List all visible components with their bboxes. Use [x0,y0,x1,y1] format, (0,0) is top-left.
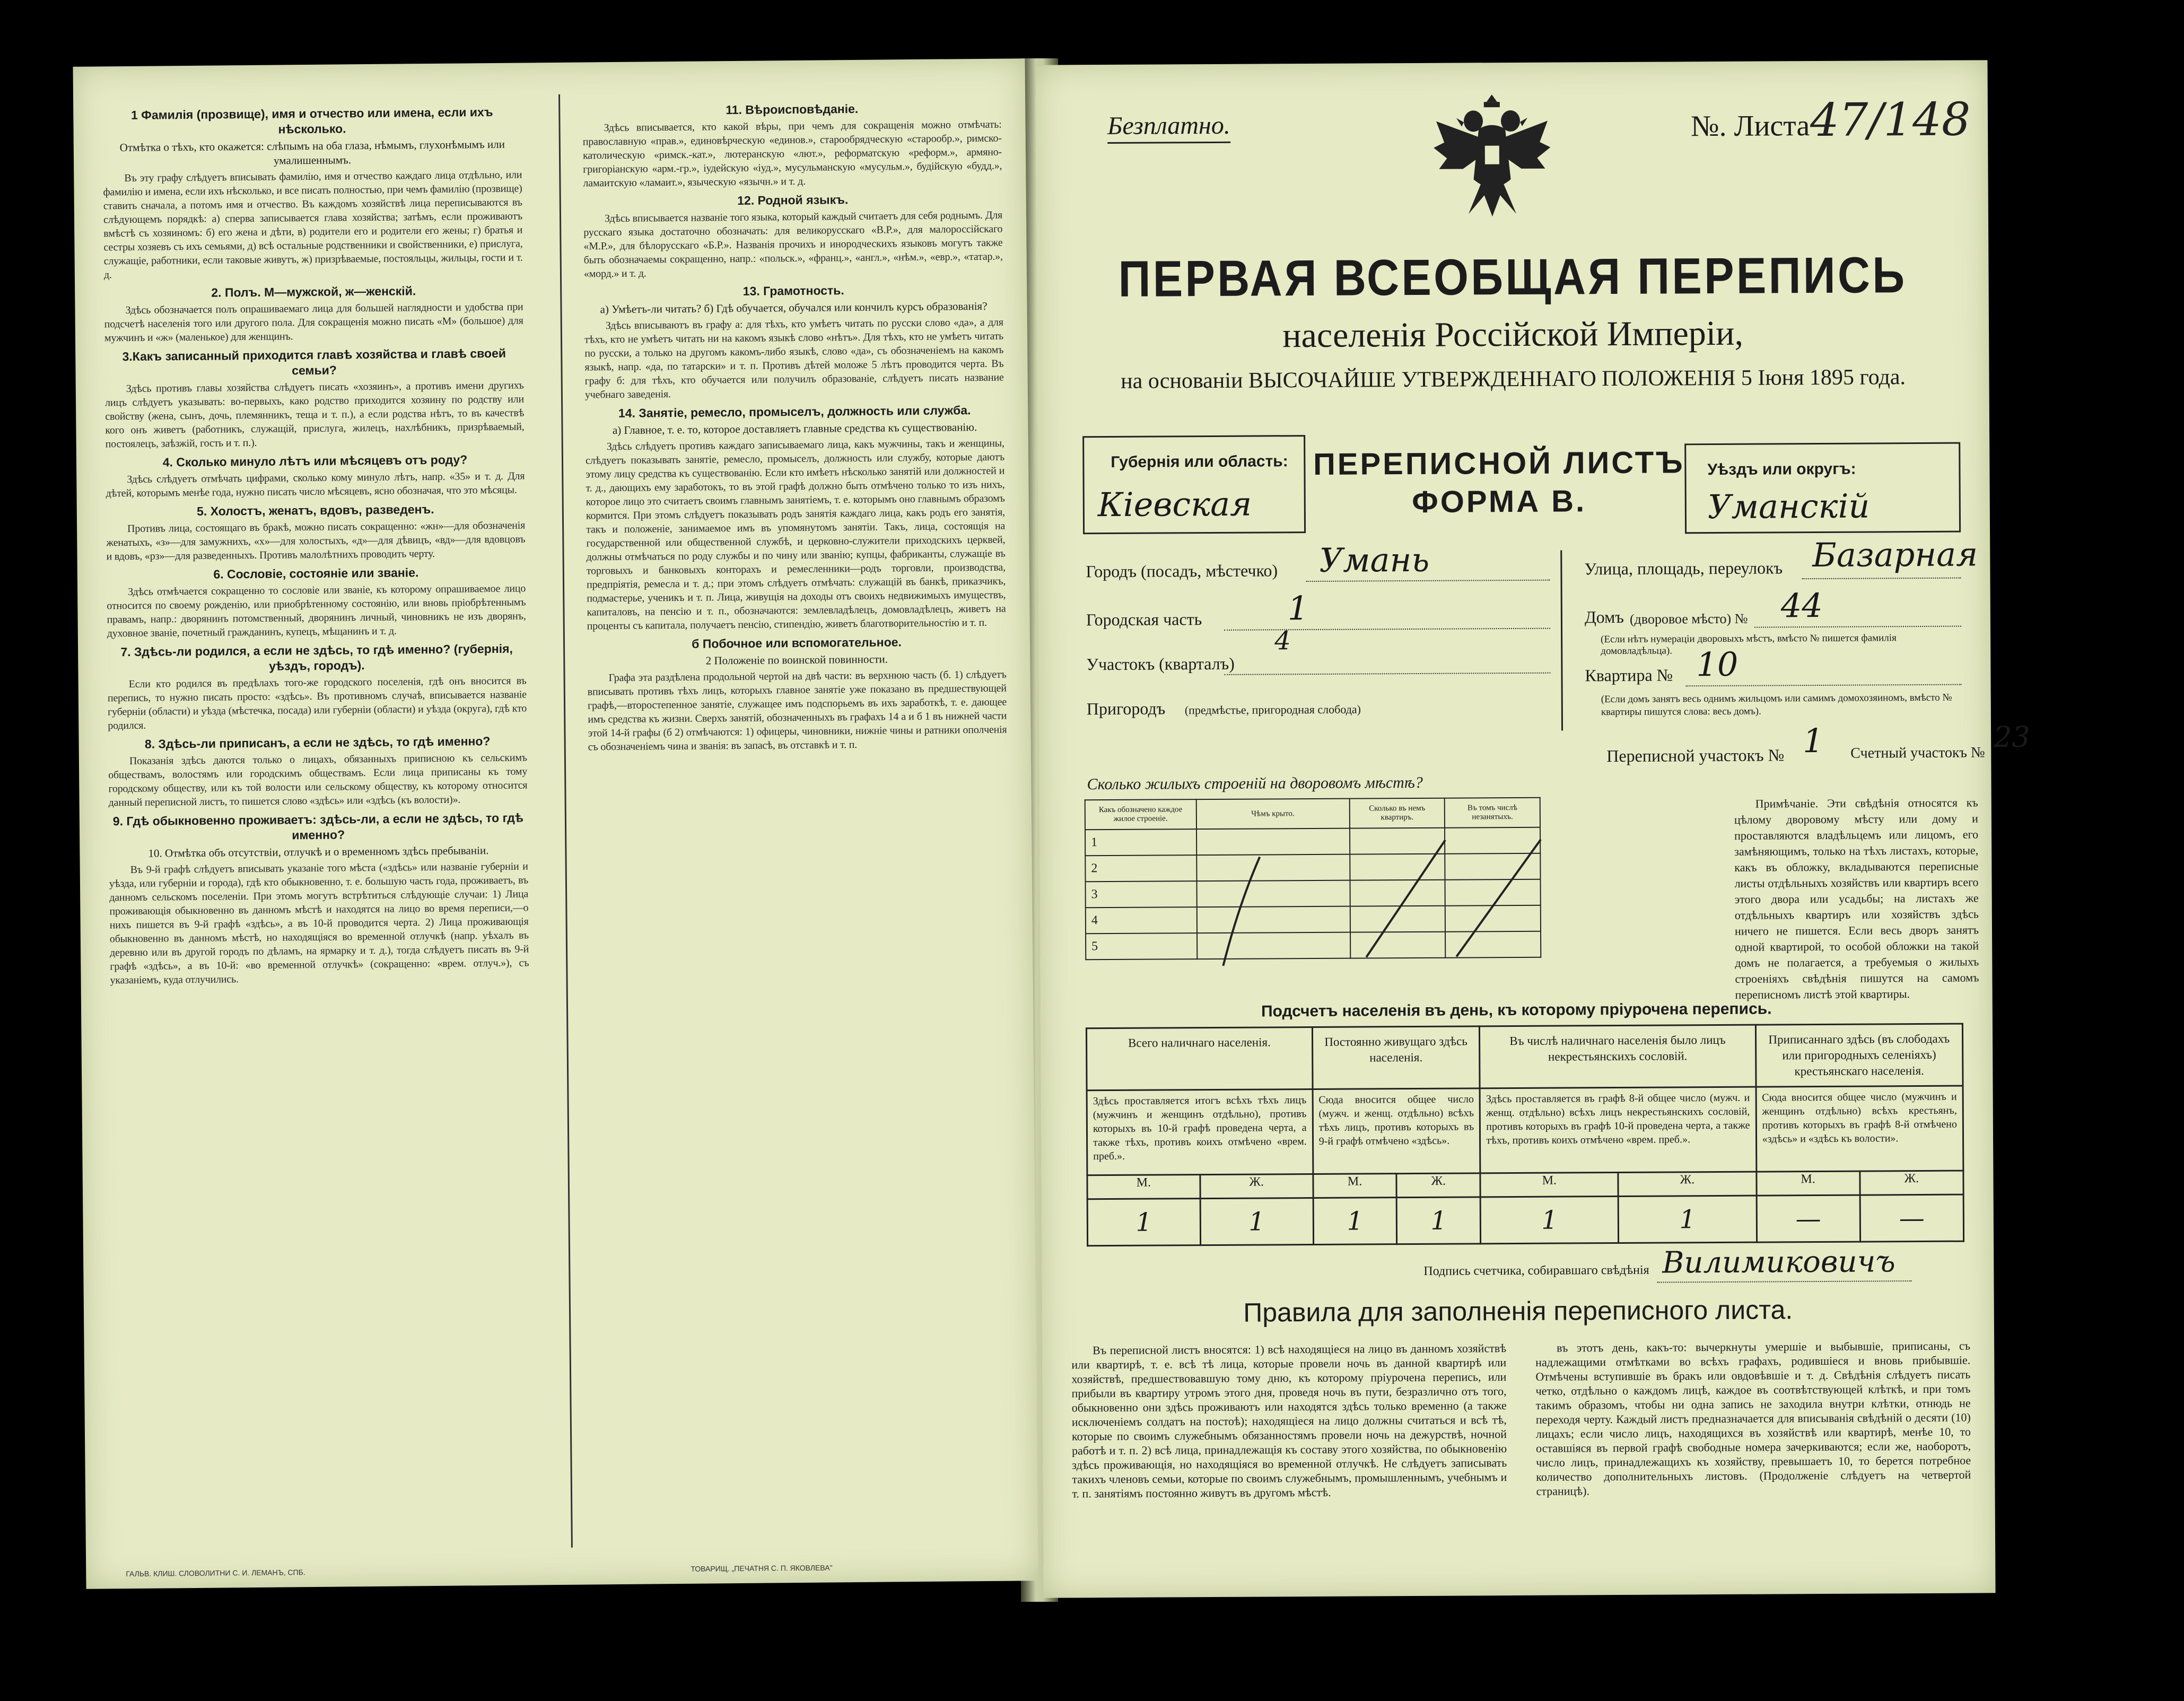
instruction-section-6 [107,564,526,640]
form-title-line-1: ПЕРЕПИСНОЙ ЛИСТЪ [1313,445,1685,482]
section-heading: 14. Занятіе, ремесло, промыселъ, должность или служба. [618,403,971,420]
count-value-row [1087,1194,1963,1246]
town-part-value: 1 [1287,589,1309,628]
sex-label: М. [1756,1171,1859,1196]
section-heading: 4. Сколько минуло лѣтъ или мѣсяцевъ отъ роду? [162,452,468,469]
census-legal-basis: на основаніи ВЫСОЧАЙШЕ УТВЕРЖДЕННАГО ПОЛОЖЕНІЯ 5 Іюня 1895 года. [1121,365,1906,394]
section-text: Противъ лица, состоящаго въ бракѣ, можно писать сокращенно: «жн»—для обозначенія женатыхъ, «з»—для замужнихъ, «х»—для холостыхъ, «д»—для дѣвицъ, «вд»—для вдовцовъ и вдовъ, «рз»—для разведенныхъ. Противъ малолѣтнихъ проводить черту. [106,519,526,563]
instruction-section-2 [104,282,523,345]
gubernia-value: Кіевская [1097,484,1252,525]
section-subheading: Отмѣтка о тѣхъ, кто окажется: слѣпымъ на оба глаза, нѣмымъ, глухонѣмымъ или умалишеннымъ. [119,137,505,167]
dwellings-header-cell: Сколько въ немъ квартиръ. [1349,798,1445,828]
section-text: Здѣсь вписываютъ въ графу а: для тѣхъ, кто умѣетъ читать по русски слово «да», а для тѣхъ, кто не умѣетъ читать ни на какомъ языкѣ слово «нѣтъ». Для тѣхъ, кто не умѣетъ читать по русски, а только на другомъ какомъ-либо языкѣ, слово «да», съ обозначеніемъ на какомъ языкѣ, напр. «да, по татарски» и т. п. Противъ дѣтей моложе 5 лѣтъ проводится черта. Въ графу б: для тѣхъ, кто обучается или получилъ образованіе, слѣдуетъ писать название учебнаго заведенія. [584,316,1004,401]
instruction-section-9 [109,810,529,987]
sex-label: Ж. [1200,1174,1313,1199]
census-title: ПЕРВАЯ ВСЕОБЩАЯ ПЕРЕПИСЬ [1118,247,1907,308]
instructions-column-1 [102,100,534,1547]
section-heading: 3.Какъ записанный приходится главѣ хозяйства и главѣ своей семьи? [122,346,506,378]
section-text: Въ эту графу слѣдуетъ вписывать фамилію, имя и отчество каждаго лица отдѣльно, или фамилію и имена, если ихъ нѣсколько, и все писать полностью, при чемъ фамилію (прозвище) ставить сначала, а потомъ имя и отчество. Въ каждомъ хозяйствѣ лица переписываются въ слѣдующемъ порядкѣ: а) сперва записывается глава хозяйства; затѣмъ, если проживаютъ вмѣстѣ съ хозяиномъ: б) его жена и дѣти, в) родители его и родители его жены; г) братья и сестры хозяевъ съ ихъ семьями, д) всѣ остальные родственники и свойственники, е) прислуга, служащіе, работники, если таковые живутъ, ж) призрѣваемые, постояльцы, жильцы, гости и т. д. [103,169,523,281]
instruction-section-13 [584,282,1004,402]
sex-label: М. [1480,1172,1618,1197]
section-heading: б Побочное или вспомогательное. [692,635,902,651]
apartment-label: Квартира № [1585,665,1673,685]
instruction-section-12 [583,191,1003,281]
signature-value: Вилимиковичъ [1662,1244,1895,1280]
apartment-value: 10 [1696,644,1739,684]
count-description-cell: Сюда вносится общее число (мужчинъ и женщинъ отдѣльно) всѣхъ крестьянъ, противъ которыхъ въ графѣ 8-й отмѣчено «здѣсь» и «здѣсь къ волости». [1756,1086,1963,1172]
section-heading: 11. Вѣроисповѣданіе. [726,101,859,117]
instruction-section-4 [106,451,525,500]
house-line [1754,626,1961,628]
section-text: Здѣсь обозначается полъ опрашиваемаго лица для большей наглядности и удобства при подсчетѣ населенія того или другого пола. Для сокращенія можно писать «М» (большое) для мужчинъ и «ж» (маленькое) для женщинъ. [104,301,523,344]
right-page-census-form [1035,60,2030,1598]
count-description-row [1087,1086,1963,1175]
count-value: 1 [1200,1198,1313,1245]
sex-label: Ж. [1860,1171,1963,1195]
sheet-number-label: №. Листа [1690,109,1810,143]
street-line [1802,578,1961,580]
sex-label: М. [1087,1175,1200,1199]
count-district-value: 23 [1993,720,2030,754]
count-header-cell: Въ числѣ наличнаго населенія было лицъ некрестьянскихъ сословій. [1480,1025,1756,1088]
section-text: Графа эта раздѣлена продольной чертой на двѣ части: въ верхнюю часть (б. 1) слѣдуетъ вписывать противъ тѣхъ лицъ, которыхъ главное занятіе уже показано въ предшествующей графѣ,—второстепенное занятіе, служащее имъ подспорьемъ въ ихъ заработкѣ, т. е. дающее имъ средства къ жизни. Сверхъ занятій, обозначенныхъ въ графахъ 14 а и б 1 въ нижней части этой 14-й графы (б 2) отмѣчаются: 1) офицеры, чиновники, нижніе чины и ратники ополченія съ обозначеніемъ чина и званія: въ запасѣ, въ отставкѣ и т. п. [587,668,1007,753]
row-number: 1 [1085,829,1196,856]
count-header-cell: Постоянно живущаго здѣсь населенія. [1312,1026,1480,1089]
row-number: 5 [1086,933,1197,959]
free-of-charge-stamp: Безплатно. [1107,111,1230,144]
house-note-2: (Если нѣтъ нумераціи дворовыхъ мѣстъ, вмѣсто № пишется фамилія домовладѣльца). [1601,632,1897,657]
count-title: Подсчетъ населенія въ день, къ которому пріурочена перепись. [1261,1000,1772,1020]
count-district-label: Счетный участокъ № [1850,744,1985,762]
census-subtitle: населенія Россійской Имперіи, [1282,313,1744,355]
district-value: 4 [1274,626,1291,656]
form-title-line-2: ФОРМА В. [1412,484,1587,520]
house-value: 44 [1780,586,1823,625]
row-number: 4 [1086,907,1197,934]
house-note: (дворовое мѣсто) № [1629,610,1748,627]
section-text: Если кто родился въ предѣлахъ того-же городского поселенія, гдѣ онъ вносится въ перепись, то нужно писать просто: «здѣсь». Въ противномъ случаѣ, вписывается названіе губерніи (области) и уѣзда (мѣстечка, посада) или губерніи (области) и уѣзда (округа), гдѣ кто родился. [107,675,527,732]
uezd-value: Уманскій [1707,486,1870,527]
instruction-section-14b [587,634,1007,754]
sex-label: Ж. [1618,1172,1756,1196]
signature-label: Подпись счетчика, собиравшаго свѣдѣнія [1423,1263,1649,1278]
left-page-instructions [73,58,1038,1589]
instruction-section-3 [104,345,525,451]
instruction-section-7 [107,641,527,732]
town-label: Городъ (посадъ, мѣстечко) [1086,561,1278,581]
section-subheading: 10. Отмѣтка объ отсутствіи, отлучкѣ и о временномъ здѣсь пребываніи. [148,844,489,860]
rules-title: Правила для заполненія переписного листа. [1243,1295,1793,1328]
count-value: — [1757,1195,1860,1242]
dwellings-note: Примѣчаніе. Эти свѣдѣнія относятся къ цѣлому дворовому мѣсту или дому и проставляются владѣльцемъ или лицомъ, его замѣняющимъ, только на тѣхъ листахъ, которые, какъ въ обложку, вкладываются переписные листы отдѣльныхъ хозяйствъ или квартиръ всего этого двора или усадьбы; на листахъ же отдѣльныхъ квартиръ или хозяйствъ здѣсь ничего не пишется. Если весь дворъ занятъ одной квартирой, то особой обложки на такой домъ не полагается, а требуемыя о жилыхъ строеніяхъ свѣдѣнія пишутся на самомъ переписномъ листѣ этой квартиры. [1734,796,1979,1001]
section-heading: 13. Грамотность. [742,283,844,298]
dwellings-header-cell: Въ томъ числѣ незанятыхъ. [1445,798,1540,828]
instruction-section-8 [108,733,528,809]
column-divider [558,94,573,1548]
apartment-line [1686,684,1962,687]
count-value: 1 [1313,1198,1397,1245]
count-header-row [1086,1024,1963,1091]
dwellings-header-cell: Какъ обозначено каждое жилое строеніе. [1085,799,1196,830]
section-text: Здѣсь вписывается, кто какой вѣры, при чемъ для сокращенія можно отмѣчать: православную «прав.», единовѣрческую «единов.», старообрядческую «старообр.», римско-католическую «римск.-кат.», лютеранскую «лют.», реформатскую «реформ.», армяно-григоріанскую «арм.-гр.», іудейскую «іуд.», мусульманскую «мусульм.», будійскую «будд.», ламаитскую «ламаит.», языческую «язычн.» и т. д. [582,118,1002,189]
printer-imprint-right: ТОВАРИЩ. „ПЕЧАТНЯ С. П. ЯКОВЛЕВА" [691,1563,833,1573]
count-value: 1 [1397,1197,1481,1244]
count-value: 1 [1087,1199,1200,1246]
instruction-section-5 [106,501,526,563]
form-title [1303,443,1696,522]
town-value: Умань [1319,540,1430,580]
house-label: Домъ [1584,607,1624,627]
section-text: Здѣсь слѣдуетъ отмѣчать цифрами, сколько кому минуло лѣтъ, напр. «35» и т. д. Для дѣтей, которымъ менѣе года, нужно писать число мѣсяцевъ, ясно обозначая, что это мѣсяцы. [106,470,525,500]
sex-label: М. [1313,1174,1397,1198]
district-line [1224,673,1550,675]
street-label: Улица, площадь, переулокъ [1584,558,1783,579]
section-text: Показанія здѣсь даются только о лицахъ, обязанныхъ приписною къ сельскимъ обществамъ, волостямъ или городскимъ обществамъ. Если лица приписаны къ тому городскому обществу, или къ той волости или сельскому обществу, къ которому относится данный переписной листъ, то пишется слово «здѣсь» или «здѣсь (къ волости)». [108,752,528,809]
gubernia-box [1082,435,1306,534]
sex-label: Ж. [1396,1173,1480,1198]
dwellings-question: Сколько жилыхъ строеній на дворовомъ мѣстѣ? [1087,773,1423,793]
signature-line [1657,1280,1911,1283]
dwellings-header-cell: Чѣмъ крыто. [1196,799,1349,830]
count-value: 1 [1480,1196,1619,1243]
section-text: Здѣсь вписывается названіе того языка, который каждый считаетъ для себя роднымъ. Для русскаго языка достаточно обозначать: для великорусскаго «В.Р.», для малороссійскаго «М.Р.», для бѣлорусскаго «Б.Р.». Названія прочихъ и инородческихъ языковъ могутъ также быть обозначаемы сокращенно, напр.: «польск.», «франц.», «англ.», «нѣм.», «евр.», «татар.», «морд.» и т. д. [583,209,1003,280]
section-heading: 7. Здѣсь-ли родился, а если не здѣсь, то гдѣ именно? (губернія, уѣздъ, городъ). [120,641,513,673]
address-divider [1560,551,1563,731]
town-line [1306,580,1550,582]
section-heading: 1 Фамилія (прозвище), имя и отчество или имена, если ихъ нѣсколько. [130,104,493,136]
rules-text-column-1: Въ переписной листъ вносятся: 1) всѣ находящіеся на лицо въ данномъ хозяйствѣ или квартирѣ, т. е. всѣ тѣ лица, которые провели ночь въ данной квартирѣ или хозяйствѣ, предшествовавшую тому дню, къ которому пріурочена перепись, или прибыли въ квартиру утромъ этого дня, проведя ночь въ пути, безразлично отъ того, обыкновенно они здѣсь проживаютъ или находятся здѣсь только временно (а также исключеніемъ солдатъ на постоѣ); находящіеся на лицо должны считаться и всѣ тѣ, которые по своимъ служебнымъ обязанностямъ провели ночь на дежурствѣ, ночной работѣ и т. п. 2) всѣ лица, принадлежащія къ составу этого хозяйства, по обыкновенію здѣсь проживающія, но находящіяся во временной отлучкѣ. Не слѣдуетъ записывать такихъ членовъ семьи, которые по своимъ служебнымъ, промышленнымъ, учебнымъ и т. п. занятіямъ постоянно живутъ въ другомъ мѣстѣ. [1071,1341,1507,1501]
instruction-section-14 [585,403,1006,633]
section-subheading: а) Умѣетъ-ли читать? б) Гдѣ обучается, обучался или кончилъ курсъ образованія? [600,299,988,316]
count-description-cell: Здѣсь проставляется итогъ всѣхъ тѣхъ лицъ (мужчинъ и женщинъ отдѣльно), противъ которыхъ въ 10-й графѣ проведена черта, а также тѣхъ, противъ коихъ отмѣчено «врем. преб.». [1087,1089,1313,1175]
count-header-cell: Всего наличнаго населенія. [1086,1027,1312,1091]
section-text: Въ 9-й графѣ слѣдуетъ вписывать указаніе того мѣста («здѣсь» или названіе губерніи и уѣзда, или губерніи и города), гдѣ кто обыкновенно, т. е. большую часть года, проживаетъ, въ данномъ сельскомъ поселеніи. При этомъ могутъ встрѣтиться слѣдующіе случаи: 1) Лица проживающія обыкновенно въ данномъ мѣстѣ и находятся на лицо во время переписи,—о нихъ пишется въ 9-й графѣ «здѣсь», а въ 10-й проводится черта. 2) Лица проживающія обыкновенно въ данномъ мѣстѣ, но находящіяся во временной отлучкѣ (напр. уѣхалъ въ деревню или въ другой городъ по дѣламъ, на ярмарку и т. д.), тогда слѣдуетъ писать въ 9-й графѣ «здѣсь», а въ 10-й: «во временной отлучкѣ» (сокращенно: «врем. отлуч.»), съ указаніемъ, куда отлучились. [109,860,529,987]
count-header-cell: Приписаннаго здѣсь (въ слободахъ или пригородныхъ селеніяхъ) крестьянскаго населенія. [1755,1024,1963,1087]
street-value: Базарная [1812,535,1978,575]
census-district-label: Переписной участокъ № [1606,745,1785,766]
count-value: 1 [1619,1196,1757,1243]
section-text: Здѣсь противъ главы хозяйства слѣдуетъ писать «хозяинъ», а противъ имени другихъ лицъ слѣдуетъ указывать: во-первыхъ, како родство приходится хозяину по родству или свойству (жена, сынъ, дочь, племянникъ, теща и т. п.), а если родства нѣтъ, то въ качествѣ кого онъ живетъ (работникъ, служащій, прислуга, жилецъ, нахлѣбникъ, призрѣваемый, постоялецъ, заѣзжій, гость и т. п.). [104,379,525,450]
printer-imprint-left: ГАЛЬВ. КЛИШ. СЛОВОЛИТНИ С. И. ЛЕМАНЪ, СПБ. [126,1568,305,1578]
row-number: 2 [1085,855,1196,882]
town-part-label: Городская часть [1086,609,1202,630]
instruction-section-11 [582,100,1002,190]
gubernia-label: Губернія или область: [1111,452,1288,471]
instructions-column-2 [582,96,1014,1542]
sheet-number-handwritten: 47/148 [1810,93,1971,147]
count-description-cell: Здѣсь проставляется въ графѣ 8-й общее число (мужч. и женщ. отдѣльно) всѣхъ лицъ некрестьянскихъ сословій, противъ которыхъ въ графѣ 10-й проведена черта, а также тѣхъ, противъ коихъ отмѣчено «врем. преб.». [1480,1087,1756,1173]
section-text: Здѣсь отмѣчается сокращенно то сословіе или званіе, къ которому опрашиваемое лицо относится по своему рожденію, или приобрѣтенному состоянію, или вновь пріобрѣтеннымъ правамъ, напр.: дворянинъ потомственный, дворянинъ личный, чиновникъ не изъ дворянъ, духовное званіе, почетный гражданинъ, купецъ, мѣщанинъ и т. д. [107,582,526,640]
rules-text-column-2: въ этотъ день, какъ-то: вычеркнуты умершіе и выбывшіе, приписаны, съ надлежащими отмѣтками во всѣхъ графахъ, родившіеся и вновь прибывшіе. Отмѣчены вступившіе въ бракъ или овдовѣвшіе и т. д. Свѣдѣнія слѣдуетъ писать четко, отдѣльно о каждомъ лицѣ, каждое въ соотвѣтствующей клѣткѣ, и при томъ такимъ образомъ, чтобы ни одна запись не заходила внутри клѣтки, отнюдь не переходя черту. Каждый листъ предназначается для вписыванія свѣдѣній о десяти (10) лицахъ; если число лицъ, находящихся въ хозяйствѣ или квартирѣ, менѣе 10, то оставшіяся въ первой графѣ свободные номера зачеркиваются; если же, наоборотъ, число лицъ, принадлежащихъ къ хозяйству, превышаетъ 10, то берется потребное количество дополнительныхъ листовъ. (Продолженіе слѣдуетъ на четвертой страницѣ). [1535,1339,1971,1498]
uezd-label: Уѣздъ или округъ: [1707,460,1856,479]
row-number: 3 [1086,881,1197,908]
district-label: Участокъ (кварталъ) [1086,653,1235,674]
dwellings-strikethrough-marks [1085,797,1542,969]
suburb-note: (предмѣстье, пригородная слобода) [1184,702,1361,717]
apartment-note: (Если домъ занятъ весь однимъ жильцомъ или самимъ домохозяиномъ, вмѣсто № квартиры пишутся слова: весь домъ). [1601,692,1952,718]
section-subheading: а) Главное, т. е. то, которое доставляетъ главные средства къ существованію. [612,421,977,437]
section-heading: 12. Родной языкъ. [737,193,849,207]
section-subheading: 2 Положеніе по воинской повинности. [705,652,888,667]
suburb-label: Пригородъ [1086,699,1166,719]
section-heading: 2. Полъ. М—мужской, ж—женскій. [211,284,416,300]
uezd-box [1684,442,1961,534]
town-part-line [1224,628,1550,631]
section-heading: 5. Холостъ, женатъ, вдовъ, разведенъ. [196,502,434,518]
count-value: — [1860,1194,1964,1242]
section-heading: 8. Здѣсь-ли приписанъ, а если не здѣсь, то гдѣ именно? [144,734,491,751]
double-headed-eagle-icon [1431,89,1553,222]
section-heading: 9. Гдѣ обыкновенно проживаетъ: здѣсь-ли, а если не здѣсь, то гдѣ именно? [112,810,524,842]
population-count-table [1086,1023,1964,1247]
census-district-value: 1 [1802,721,1824,761]
section-heading: 6. Сословіе, состояніе или званіе. [213,565,419,581]
section-text: Здѣсь слѣдуетъ противъ каждаго записываемаго лица, какъ мужчины, такъ и женщины, слѣдуетъ показывать занятіе, ремесло, промыселъ, должность или службу, которые даютъ этому лицу средства къ существованію. Если кто имѣетъ нѣсколько занятій или должностей и т. д., дающихъ ему заработокъ, то въ этой графѣ должно быть отмѣчено только то изъ нихъ, которое лицо это считаетъ своимъ главнымъ занятіемъ, т. е. которымъ оно главнымъ образомъ кормится. При этомъ слѣдуетъ показывать родъ занятія каждаго лица, какъ родъ его занятія, такъ и положеніе, занимаемое имъ въ упомянутомъ занятіи. Такъ, лица, состоящія на государственной или общественной службѣ, и церковно-служители приходскихъ церквей, должны отмѣчаться по роду службы и по чину или званію; купцы, фабриканты, служащіе въ торговыхъ и банковыхъ конторахъ и ремесленники—родъ торговли, производства, предпріятія, ремесла и т. д.; при этомъ слѣдуетъ отмѣчать: служащій въ банкѣ, приказчикъ, подмастерье, ученикъ и т. п. Лица, живущія на доходы отъ своихъ недвижимыхъ имуществъ, капиталовъ, на пенсію и т. п., обозначаются: землевладѣлецъ, домовладѣлецъ, живетъ на проценты съ капитала, получаетъ пенсію, стипендію, живетъ благотворительностію и т. п. [585,437,1006,632]
count-description-cell: Сюда вносится общее число (мужч. и женщ. отдѣльно) всѣхъ тѣхъ лицъ, противъ которыхъ въ 9-й графѣ отмѣчено «здѣсь». [1313,1088,1480,1174]
instruction-section-1 [102,104,523,282]
